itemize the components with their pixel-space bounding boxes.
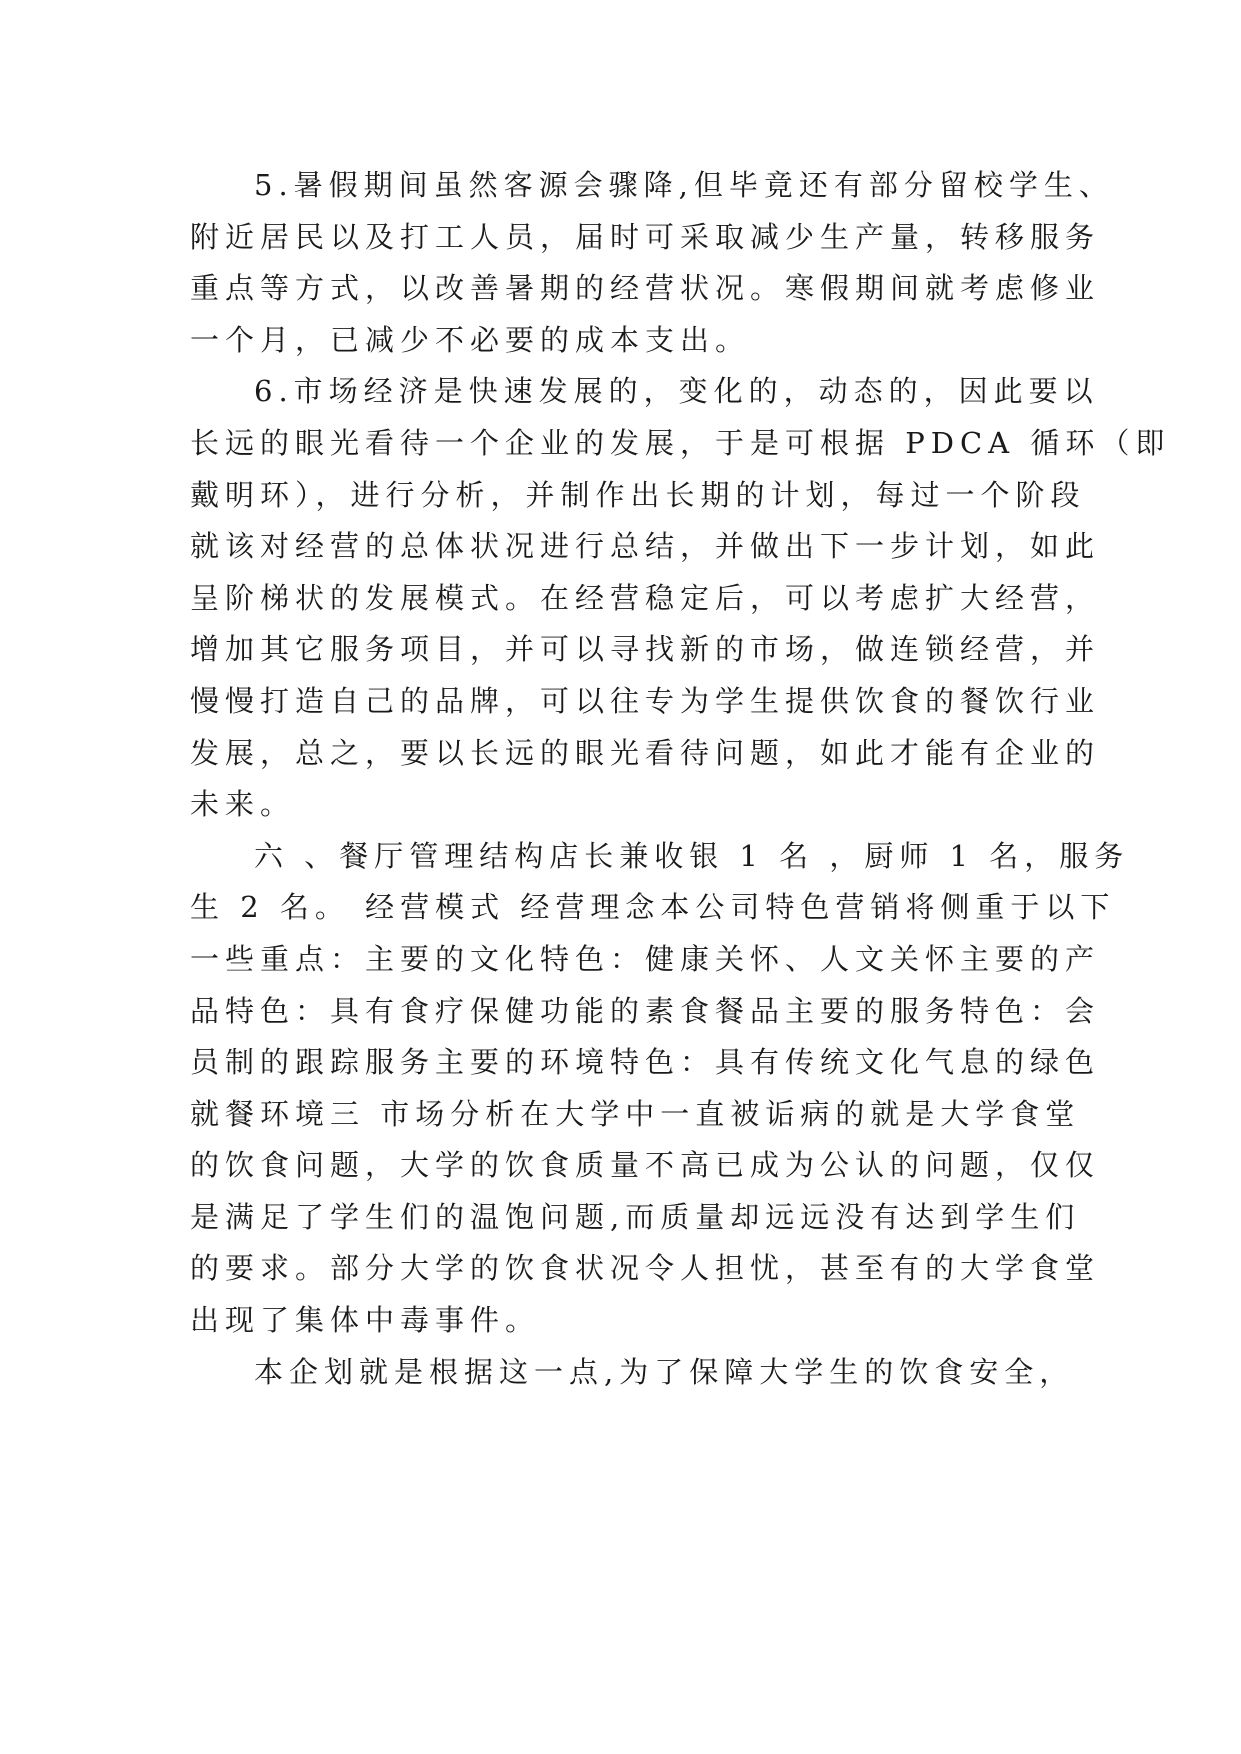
text-line: 品特色：具有食疗保健功能的素食餐品主要的服务特色：会 — [190, 993, 1101, 1028]
text-line: 出现了集体中毒事件。 — [190, 1303, 541, 1338]
text-line: 是满足了学生们的温饱问题,而质量却远远没有达到学生们 — [190, 1199, 1081, 1234]
text-line: 就该对经营的总体状况进行总结，并做出下一步计划，如此 — [190, 529, 1101, 564]
text-line: 戴明环），进行分析，并制作出长期的计划，每过一个阶段 — [190, 477, 1086, 512]
text-line: 发展，总之，要以长远的眼光看待问题，如此才能有企业的 — [190, 735, 1101, 770]
text-line: 生 2 名。 经营模式 经营理念本公司特色营销将侧重于以下 — [190, 890, 1116, 925]
text-line: 附近居民以及打工人员，届时可采取减少生产量，转移服务 — [190, 219, 1101, 254]
paragraph-management-structure — [190, 831, 1130, 1347]
text-line: 一个月，已减少不必要的成本支出。 — [190, 322, 751, 357]
paragraph-market-economy — [190, 366, 1171, 830]
text-line: 就餐环境三 市场分析在大学中一直被诟病的就是大学食堂 — [190, 1096, 1081, 1131]
text-line: 长远的眼光看待一个企业的发展，于是可根据 PDCA 循环（即 — [190, 425, 1171, 460]
text-line: 呈阶梯状的发展模式。在经营稳定后，可以考虑扩大经营， — [190, 580, 1101, 615]
paragraph-summer-vacation — [190, 160, 1114, 366]
text-line: 增加其它服务项目，并可以寻找新的市场，做连锁经营，并 — [190, 632, 1101, 667]
text-line: 员制的跟踪服务主要的环境特色：具有传统文化气息的绿色 — [190, 1045, 1101, 1080]
paragraph-plan-purpose — [190, 1347, 1090, 1399]
text-line: 本企划就是根据这一点,为了保障大学生的饮食安全， — [254, 1354, 1075, 1389]
text-line: 5.暑假期间虽然客源会骤降,但毕竟还有部分留校学生、 — [254, 168, 1114, 202]
text-line: 重点等方式，以改善暑期的经营状况。寒假期间就考虑修业 — [190, 271, 1101, 306]
text-line: 一些重点：主要的文化特色：健康关怀、人文关怀主要的产 — [190, 941, 1101, 976]
body-text — [190, 160, 1171, 1398]
text-line: 未来。 — [190, 787, 296, 822]
text-line: 的饮食问题，大学的饮食质量不高已成为公认的问题，仅仅 — [190, 1148, 1101, 1183]
text-line: 六 、餐厅管理结构店长兼收银 1 名 ，厨师 1 名，服务 — [254, 838, 1130, 873]
text-line: 的要求。部分大学的饮食状况令人担忧，甚至有的大学食堂 — [190, 1251, 1101, 1286]
text-line: 慢慢打造自己的品牌，可以往专为学生提供饮食的餐饮行业 — [190, 683, 1101, 718]
text-line: 6.市场经济是快速发展的，变化的，动态的，因此要以 — [254, 374, 1099, 409]
